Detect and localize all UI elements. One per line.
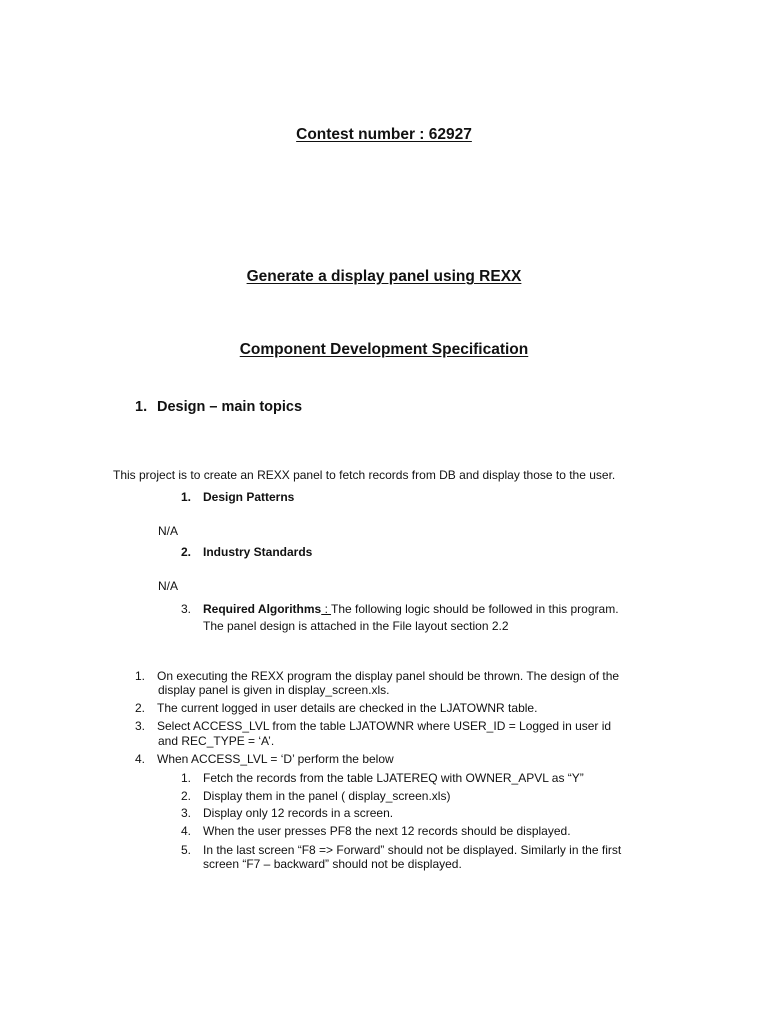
list-item-number: 1. [135,669,146,683]
sub-list-item-continuation: screen “F7 – backward” should not be displayed. [203,857,462,871]
intro-paragraph: This project is to create an REXX panel to fetch records from DB and display those to the user. [113,468,616,482]
sub-list-item-text: When the user presses PF8 the next 12 records should be displayed. [203,824,571,838]
list-item-text: When ACCESS_LVL = ‘D’ perform the below [157,752,394,766]
sub-list-item-text: Fetch the records from the table LJATEREQ with OWNER_APVL as “Y” [203,771,584,785]
spec-title: Component Development Specification [239,341,529,358]
list-item-text: Select ACCESS_LVL from the table LJATOWNR where USER_ID = Logged in user id [157,719,612,733]
subsection-heading: Required Algorithms [203,602,322,616]
list-item [135,701,537,716]
sub-list-item-number: 4. [181,824,192,838]
section-heading [135,399,302,415]
sub-list-item-number: 1. [181,771,192,785]
sub-list-item [181,806,393,821]
sub-list-item-text: Display only 12 records in a screen. [203,806,394,820]
subsection-value: N/A [158,524,179,538]
sub-list-item-number: 3. [181,806,192,820]
sub-list-item-number: 2. [181,789,192,803]
list-item [135,719,611,734]
subsection-required-algorithms [181,602,619,617]
subsection-value: N/A [158,579,179,593]
sub-list-item-text: Display them in the panel ( display_screen.xls) [203,789,451,803]
list-item-number: 3. [135,719,146,733]
list-item-text: The current logged in user details are checked in the LJATOWNR table. [157,701,538,715]
subsection-text-line2: The panel design is attached in the File layout section 2.2 [203,619,509,633]
subsection-design-patterns [181,490,294,505]
subsection-separator: : [321,602,332,616]
list-item [135,752,394,767]
subsection-industry-standards [181,545,312,560]
list-item-number: 4. [135,752,146,766]
list-item-continuation: and REC_TYPE = ‘A’. [158,734,275,748]
subsection-text-line1: The following logic should be followed in this program. [331,602,619,616]
subsection-number: 1. [181,490,192,504]
list-item-text: On executing the REXX program the display panel should be thrown. The design of the [157,669,620,683]
section-heading-text: Design – main topics [157,399,303,415]
subsection-number: 2. [181,545,192,559]
sub-list-item [181,824,571,839]
subsection-number: 3. [181,602,192,616]
contest-title: Contest number : 62927 [296,126,472,143]
sub-list-item-text: In the last screen “F8 => Forward” should not be displayed. Similarly in the first [203,843,622,857]
sub-list-item [181,843,621,858]
list-item [135,669,619,684]
sub-list-item [181,789,450,804]
subsection-heading: Industry Standards [203,545,313,559]
main-title: Generate a display panel using REXX [246,268,522,285]
sub-list-item-number: 5. [181,843,192,857]
list-item-number: 2. [135,701,146,715]
sub-list-item [181,771,584,786]
list-item-continuation: display panel is given in display_screen.xls. [158,683,390,697]
subsection-heading: Design Patterns [203,490,295,504]
section-number: 1. [135,399,148,415]
